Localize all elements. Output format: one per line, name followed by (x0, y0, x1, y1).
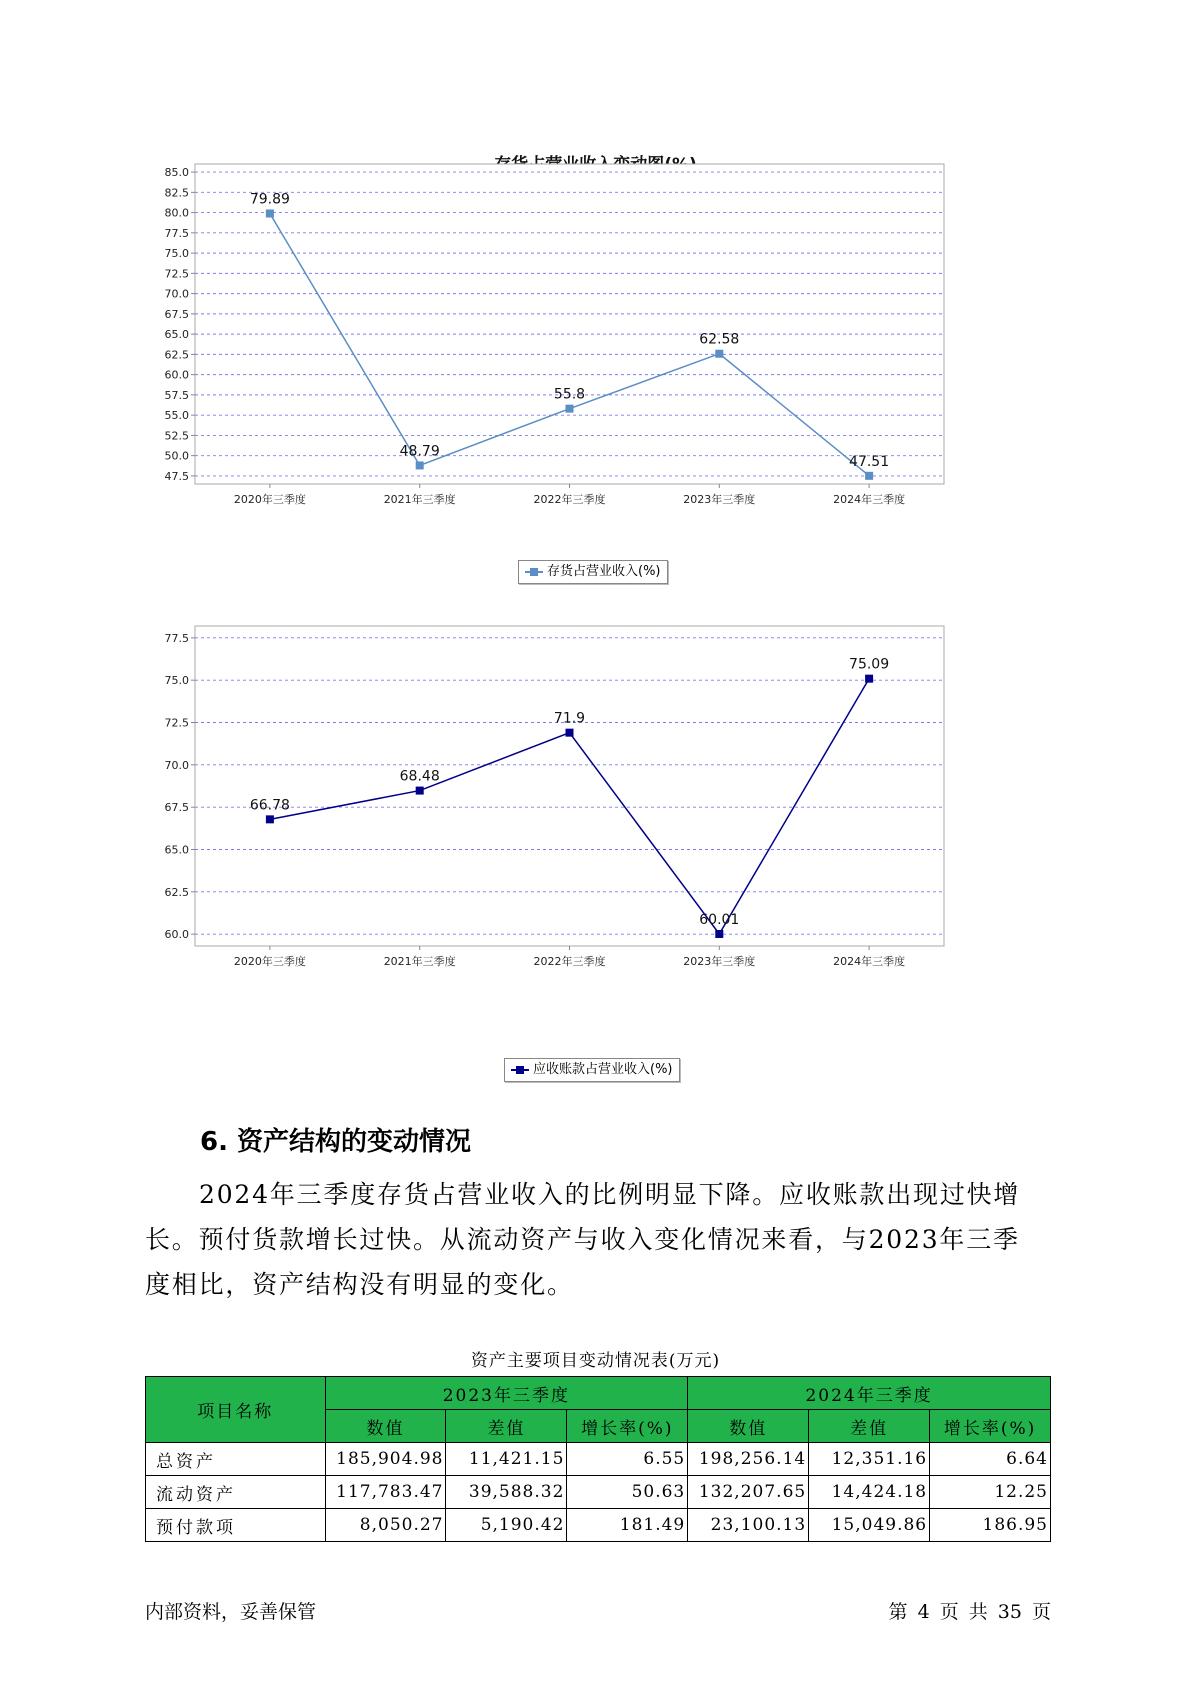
y-tick-label: 60.0 (164, 368, 189, 382)
section-heading: 6. 资产结构的变动情况 (200, 1127, 472, 1157)
data-point (416, 787, 424, 795)
data-point (715, 930, 723, 938)
data-point (266, 209, 274, 217)
cell: 198,256.14 (688, 1443, 809, 1476)
subheader-diff: 差值 (809, 1410, 930, 1443)
data-label: 47.51 (849, 453, 890, 470)
cell: 181.49 (567, 1509, 688, 1542)
row-name: 总资产 (146, 1443, 326, 1476)
subheader-growth: 增长率(%) (567, 1410, 688, 1443)
data-label: 60.01 (699, 911, 740, 928)
y-tick-label: 70.0 (164, 758, 189, 772)
legend-line-icon (511, 1069, 529, 1071)
subheader-diff: 差值 (446, 1410, 567, 1443)
y-tick-label: 75.0 (164, 674, 189, 688)
header-period-2023: 2023年三季度 (325, 1377, 688, 1410)
data-point (566, 729, 574, 737)
inventory-ratio-line-chart (0, 166, 1191, 540)
cell: 186.95 (930, 1509, 1051, 1542)
cell: 132,207.65 (688, 1476, 809, 1509)
x-tick-label: 2023年三季度 (683, 493, 756, 506)
legend-label: 应收账款占营业收入(%) (533, 1062, 673, 1077)
x-tick-label: 2022年三季度 (533, 493, 606, 506)
cell: 5,190.42 (446, 1509, 567, 1542)
cell: 6.55 (567, 1443, 688, 1476)
y-tick-label: 75.0 (164, 247, 189, 261)
inventory-chart-legend (518, 560, 668, 584)
data-point (865, 472, 873, 480)
y-tick-label: 70.0 (164, 287, 189, 301)
y-tick-label: 65.0 (164, 328, 189, 342)
x-tick-label: 2022年三季度 (533, 955, 606, 968)
y-tick-label: 77.5 (164, 226, 189, 240)
table-row (146, 1443, 1051, 1476)
subheader-value: 数值 (688, 1410, 809, 1443)
subheader-value: 数值 (325, 1410, 446, 1443)
data-label: 79.89 (249, 191, 290, 208)
cell: 11,421.15 (446, 1443, 567, 1476)
data-label: 55.8 (553, 386, 586, 403)
data-point (266, 815, 274, 823)
y-tick-label: 82.5 (164, 186, 189, 200)
receivables-ratio-line-chart (0, 631, 1191, 1040)
y-tick-label: 80.0 (164, 206, 189, 220)
y-tick-label: 60.0 (164, 928, 189, 942)
y-tick-label: 72.5 (164, 267, 189, 281)
footer-confidential: 内部资料，妥善保管 (145, 1601, 317, 1623)
x-tick-label: 2024年三季度 (833, 955, 906, 968)
cell: 15,049.86 (809, 1509, 930, 1542)
y-tick-label: 65.0 (164, 843, 189, 857)
cell: 14,424.18 (809, 1476, 930, 1509)
y-tick-label: 77.5 (164, 631, 189, 645)
x-tick-label: 2021年三季度 (383, 493, 456, 506)
cell: 12,351.16 (809, 1443, 930, 1476)
cell: 23,100.13 (688, 1509, 809, 1542)
table-row (146, 1509, 1051, 1542)
receivables-chart-legend (504, 1058, 680, 1082)
cell: 50.63 (567, 1476, 688, 1509)
header-item-name: 项目名称 (146, 1377, 326, 1443)
cell: 185,904.98 (325, 1443, 446, 1476)
subheader-growth: 增长率(%) (930, 1410, 1051, 1443)
x-tick-label: 2020年三季度 (233, 955, 306, 968)
row-name: 流动资产 (146, 1476, 326, 1509)
cell: 6.64 (930, 1443, 1051, 1476)
y-tick-label: 62.5 (164, 885, 189, 899)
y-tick-label: 55.0 (164, 409, 189, 423)
data-label: 71.9 (553, 710, 586, 727)
data-point (715, 350, 723, 358)
cell: 39,588.32 (446, 1476, 567, 1509)
data-point (566, 405, 574, 413)
assets-change-table (145, 1376, 1051, 1542)
y-tick-label: 67.5 (164, 801, 189, 815)
y-tick-label: 67.5 (164, 307, 189, 321)
data-label: 75.09 (849, 656, 890, 673)
data-label: 62.58 (699, 331, 740, 348)
plot-area (195, 626, 944, 946)
y-tick-label: 52.5 (164, 429, 189, 443)
y-tick-label: 47.5 (164, 469, 189, 483)
data-point (865, 675, 873, 683)
data-label: 48.79 (399, 443, 440, 460)
plot-area (195, 164, 944, 484)
data-label: 68.48 (399, 768, 440, 785)
data-point (416, 461, 424, 469)
row-name: 预付款项 (146, 1509, 326, 1542)
header-period-2024: 2024年三季度 (688, 1377, 1051, 1410)
cell: 8,050.27 (325, 1509, 446, 1542)
y-tick-label: 85.0 (164, 166, 189, 180)
x-tick-label: 2023年三季度 (683, 955, 756, 968)
y-tick-label: 72.5 (164, 716, 189, 730)
section-paragraph: 2024年三季度存货占营业收入的比例明显下降。应收账款出现过快增长。预付货款增长过快。从流动资产与收入变化情况来看，与2023年三季度相比，资产结构没有明显的变化。 (145, 1180, 1021, 1299)
x-tick-label: 2020年三季度 (233, 493, 306, 506)
legend-line-icon (525, 571, 543, 573)
x-tick-label: 2024年三季度 (833, 493, 906, 506)
y-tick-label: 62.5 (164, 348, 189, 362)
table-title: 资产主要项目变动情况表(万元) (470, 1351, 721, 1371)
cell: 117,783.47 (325, 1476, 446, 1509)
table-row (146, 1476, 1051, 1509)
y-tick-label: 57.5 (164, 388, 189, 402)
footer-page-number: 第 4 页 共 35 页 (888, 1601, 1051, 1623)
legend-label: 存货占营业收入(%) (547, 564, 661, 579)
data-label: 66.78 (249, 797, 290, 814)
cell: 12.25 (930, 1476, 1051, 1509)
x-tick-label: 2021年三季度 (383, 955, 456, 968)
y-tick-label: 50.0 (164, 449, 189, 463)
